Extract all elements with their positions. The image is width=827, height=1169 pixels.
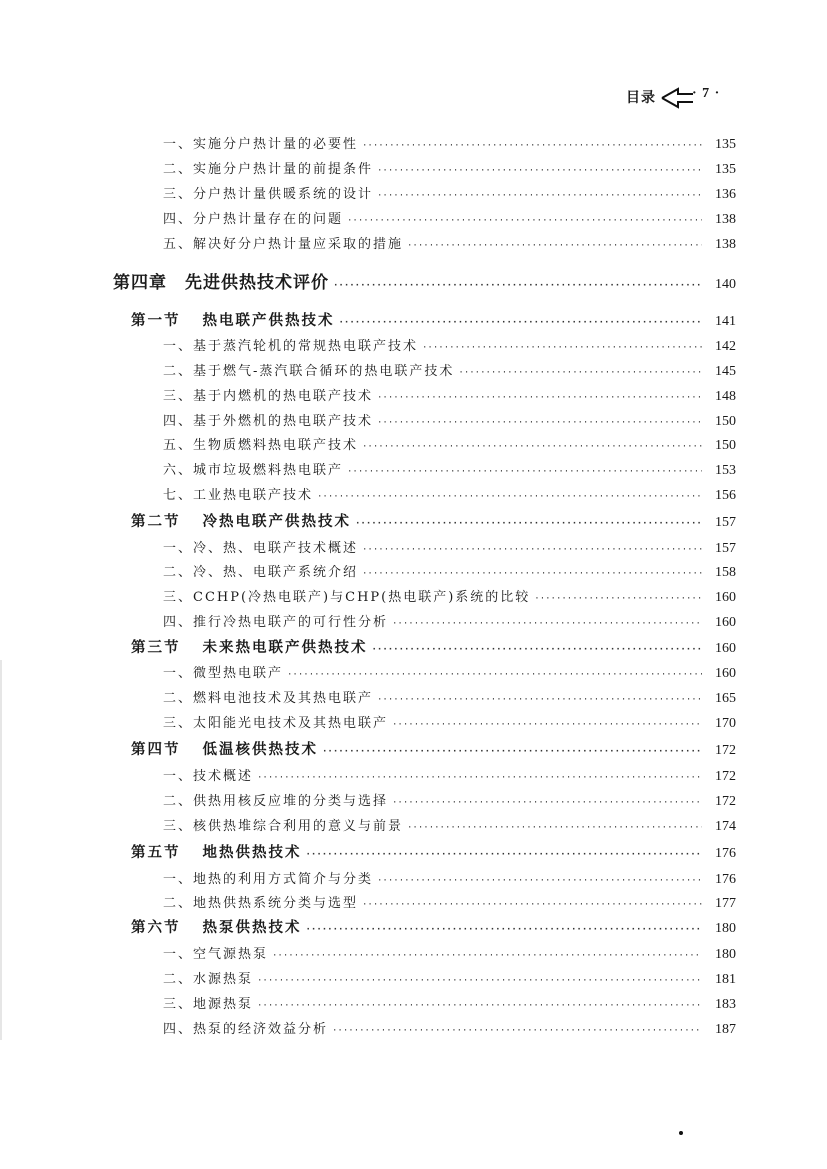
toc-page-number: 138 xyxy=(715,237,736,252)
toc-section[interactable] xyxy=(131,510,736,531)
toc-item-title: 一、技术概述 xyxy=(163,769,254,784)
toc-item-title: 一、基于蒸汽轮机的常规热电联产技术 xyxy=(163,339,419,354)
toc-page-number: 158 xyxy=(715,565,736,580)
toc-section[interactable] xyxy=(131,916,736,937)
toc-page-number: 180 xyxy=(715,947,736,962)
dot-leader xyxy=(377,191,702,201)
toc-item[interactable] xyxy=(163,687,736,707)
toc-item-title: 一、冷、热、电联产技术概述 xyxy=(163,541,359,556)
toc-item-title: 二、冷、热、电联产系统介绍 xyxy=(163,565,359,580)
toc-page-number: 170 xyxy=(715,716,736,731)
dot-leader xyxy=(332,1026,702,1036)
toc-item-title: 一、地热的利用方式简介与分类 xyxy=(163,872,374,887)
arrow-left-icon xyxy=(660,86,694,110)
toc-item-title: 一、空气源热泵 xyxy=(163,947,269,962)
toc-section[interactable] xyxy=(131,841,736,862)
toc-item-title: 二、供热用核反应堆的分类与选择 xyxy=(163,794,389,809)
toc-page-number: 138 xyxy=(715,212,736,227)
toc-item[interactable] xyxy=(163,1018,736,1038)
toc-item[interactable] xyxy=(163,360,736,380)
toc-page-number: 160 xyxy=(715,666,736,681)
toc-item[interactable] xyxy=(163,434,736,454)
toc-page-number: 160 xyxy=(715,641,736,656)
dot-leader xyxy=(362,442,702,452)
toc-page-number: 140 xyxy=(715,277,736,292)
dot-leader xyxy=(317,492,702,502)
toc-page-number: 156 xyxy=(715,488,736,503)
header-page-number: · 7 · xyxy=(692,86,721,101)
toc-item[interactable] xyxy=(163,158,736,178)
toc-item-title: 三、分户热计量供暖系统的设计 xyxy=(163,187,374,202)
toc-item[interactable] xyxy=(163,183,736,203)
section-number: 第一节 xyxy=(131,312,181,329)
toc-item-title: 三、基于内燃机的热电联产技术 xyxy=(163,389,374,404)
dot-leader xyxy=(322,747,702,757)
toc-item[interactable] xyxy=(163,943,736,963)
toc-section[interactable] xyxy=(131,738,736,759)
toc-item-title: 二、燃料电池技术及其热电联产 xyxy=(163,691,374,706)
toc-item[interactable] xyxy=(163,712,736,732)
dot-leader xyxy=(272,951,702,961)
dot-leader xyxy=(372,645,703,655)
toc-page-number: 172 xyxy=(715,769,736,784)
toc-page-number: 157 xyxy=(715,515,736,530)
dot-leader xyxy=(392,619,702,629)
dot-leader xyxy=(333,281,702,291)
toc-page-number: 160 xyxy=(715,615,736,630)
toc-item[interactable] xyxy=(163,968,736,988)
toc-page-number: 135 xyxy=(715,162,736,177)
toc-item[interactable] xyxy=(163,335,736,355)
dot-leader xyxy=(377,695,702,705)
toc-page-number: 142 xyxy=(715,339,736,354)
toc-item[interactable] xyxy=(163,993,736,1013)
toc-item-title: 二、地热供热系统分类与选型 xyxy=(163,896,359,911)
section-number: 第四节 xyxy=(131,741,181,758)
section-number: 第二节 xyxy=(131,513,181,530)
toc-item[interactable] xyxy=(163,537,736,557)
toc-page-number: 150 xyxy=(715,414,736,429)
toc-section[interactable] xyxy=(131,309,736,330)
toc-item-title: 二、实施分户热计量的前提条件 xyxy=(163,162,374,177)
dot-leader xyxy=(392,798,702,808)
dot-leader xyxy=(362,569,702,579)
toc-page-number: 187 xyxy=(715,1022,736,1037)
toc-page-number: 153 xyxy=(715,463,736,478)
dot-leader xyxy=(534,594,702,604)
section-title: 热泵供热技术 xyxy=(202,919,302,936)
toc-item-title: 一、实施分户热计量的必要性 xyxy=(163,137,359,152)
dot-leader xyxy=(377,166,702,176)
toc-page-number: 136 xyxy=(715,187,736,202)
toc-item[interactable] xyxy=(163,892,736,912)
dot-leader xyxy=(339,318,703,328)
toc-item[interactable] xyxy=(163,459,736,479)
dot-leader xyxy=(392,720,702,730)
dot-leader xyxy=(377,876,702,886)
section-title: 未来热电联产供热技术 xyxy=(202,639,368,656)
toc-item[interactable] xyxy=(163,208,736,228)
section-number: 第三节 xyxy=(131,639,181,656)
chapter-title: 先进供热技术评价 xyxy=(185,273,329,293)
dot-leader xyxy=(422,343,702,353)
toc-item-title: 四、基于外燃机的热电联产技术 xyxy=(163,414,374,429)
dot-leader xyxy=(377,418,702,428)
toc-item-title: 三、地源热泵 xyxy=(163,997,254,1012)
toc-item[interactable] xyxy=(163,662,736,682)
toc-item-title: 三、太阳能光电技术及其热电联产 xyxy=(163,716,389,731)
dot-leader xyxy=(306,925,703,935)
section-number: 第六节 xyxy=(131,919,181,936)
toc-page-number: 174 xyxy=(715,819,736,834)
toc-page-number: 177 xyxy=(715,896,736,911)
dot-leader xyxy=(347,467,702,477)
toc-page-number: 150 xyxy=(715,438,736,453)
toc-chapter[interactable] xyxy=(113,268,736,293)
toc-item[interactable] xyxy=(163,233,736,253)
toc-item-title: 四、推行冷热电联产的可行性分析 xyxy=(163,615,389,630)
section-number: 第五节 xyxy=(131,844,181,861)
toc-page-number: 135 xyxy=(715,137,736,152)
dot-leader xyxy=(407,823,702,833)
header-label: 目录 xyxy=(626,90,656,106)
running-header xyxy=(626,86,748,110)
dot-leader xyxy=(362,545,702,555)
toc-item[interactable] xyxy=(163,815,736,835)
toc-item[interactable] xyxy=(163,561,736,581)
section-title: 热电联产供热技术 xyxy=(202,312,335,329)
section-title: 地热供热技术 xyxy=(202,844,302,861)
toc-item[interactable] xyxy=(163,410,736,430)
dot-leader xyxy=(347,216,702,226)
toc-item[interactable] xyxy=(163,868,736,888)
toc-item-title: 一、微型热电联产 xyxy=(163,666,284,681)
toc-item-title: 四、分户热计量存在的问题 xyxy=(163,212,344,227)
dot-leader xyxy=(287,670,702,680)
toc-section[interactable] xyxy=(131,636,736,657)
dot-leader xyxy=(355,519,702,529)
toc-item-title: 五、生物质燃料热电联产技术 xyxy=(163,438,359,453)
dot-leader xyxy=(257,1001,702,1011)
dot-leader xyxy=(306,850,703,860)
toc-item[interactable] xyxy=(163,765,736,785)
toc-item-title: 二、基于燃气-蒸汽联合循环的热电联产技术 xyxy=(163,364,455,379)
section-title: 低温核供热技术 xyxy=(202,741,318,758)
dot-leader xyxy=(362,900,702,910)
toc-item-title: 五、解决好分户热计量应采取的措施 xyxy=(163,237,404,252)
toc-item[interactable] xyxy=(163,586,736,606)
toc-page-number: 180 xyxy=(715,921,736,936)
toc-page-number: 141 xyxy=(715,314,736,329)
chapter-number: 第四章 xyxy=(113,273,167,293)
toc-page-number: 160 xyxy=(715,590,736,605)
dot-leader xyxy=(257,976,702,986)
toc-item-title: 三、CCHP(冷热电联产)与CHP(热电联产)系统的比较 xyxy=(163,590,531,605)
toc-page-number: 148 xyxy=(715,389,736,404)
scan-edge xyxy=(0,660,2,1040)
print-speck xyxy=(679,1131,683,1135)
toc-item[interactable] xyxy=(163,133,736,153)
dot-leader xyxy=(377,393,702,403)
toc-page-number: 157 xyxy=(715,541,736,556)
toc-page-number: 172 xyxy=(715,743,736,758)
dot-leader xyxy=(407,241,702,251)
toc-item-title: 七、工业热电联产技术 xyxy=(163,488,314,503)
toc-page-number: 165 xyxy=(715,691,736,706)
toc-page-number: 181 xyxy=(715,972,736,987)
toc-item-title: 六、城市垃圾燃料热电联产 xyxy=(163,463,344,478)
toc-page-number: 176 xyxy=(715,846,736,861)
toc-page-number: 172 xyxy=(715,794,736,809)
dot-leader xyxy=(362,141,702,151)
toc-item-title: 四、热泵的经济效益分析 xyxy=(163,1022,329,1037)
toc-item[interactable] xyxy=(163,484,736,504)
toc-item-title: 二、水源热泵 xyxy=(163,972,254,987)
toc-page-number: 145 xyxy=(715,364,736,379)
toc-item[interactable] xyxy=(163,611,736,631)
toc-item[interactable] xyxy=(163,385,736,405)
toc-page-number: 183 xyxy=(715,997,736,1012)
toc-item-title: 三、核供热堆综合利用的意义与前景 xyxy=(163,819,404,834)
toc-page-number: 176 xyxy=(715,872,736,887)
dot-leader xyxy=(257,773,702,783)
section-title: 冷热电联产供热技术 xyxy=(202,513,351,530)
toc-item[interactable] xyxy=(163,790,736,810)
dot-leader xyxy=(458,368,702,378)
